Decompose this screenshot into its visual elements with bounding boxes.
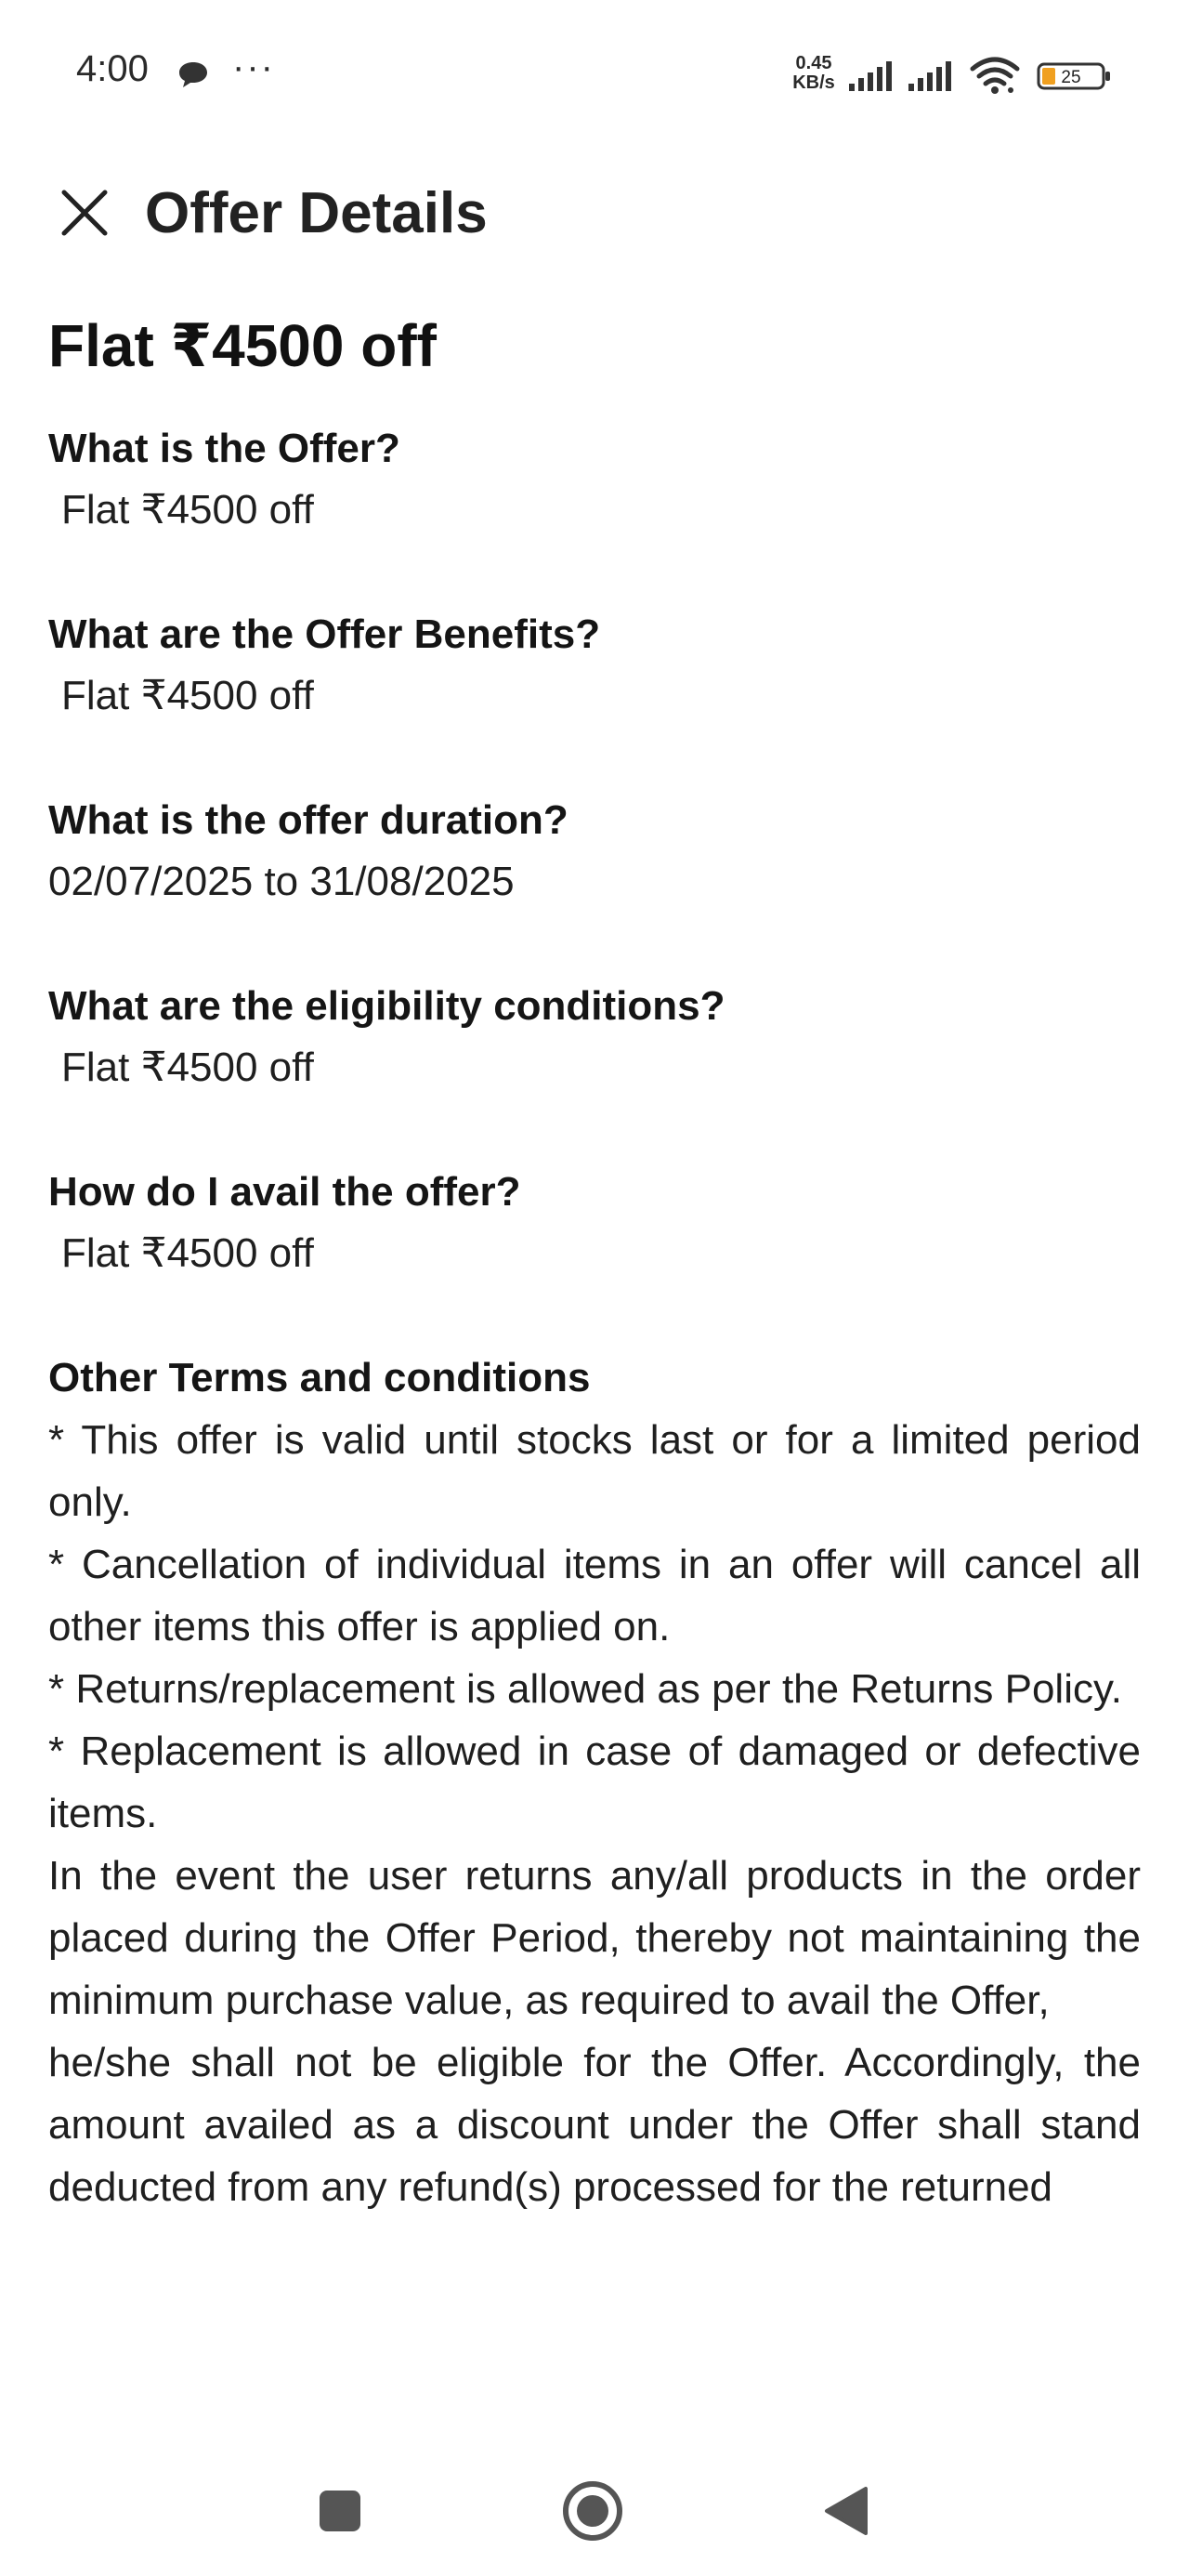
wifi-icon — [970, 56, 1020, 95]
close-icon — [59, 187, 111, 239]
section-question: What are the Offer Benefits? — [48, 611, 601, 657]
close-button[interactable] — [52, 180, 117, 245]
network-speed-unit: KB/s — [792, 72, 835, 93]
section-answer: 02/07/2025 to 31/08/2025 — [48, 859, 515, 904]
status-time: 4:00 — [76, 48, 149, 89]
terms-line: * Cancellation of individual items in an offer will cancel all other items this offer is applied on. — [48, 1542, 1141, 1649]
section-question: What is the Offer? — [48, 426, 400, 471]
offer-section — [48, 790, 1141, 913]
section-answer: Flat ₹4500 off — [61, 1045, 314, 1090]
terms-heading: Other Terms and conditions — [48, 1355, 591, 1400]
recents-button[interactable] — [305, 2476, 375, 2546]
section-answer: Flat ₹4500 off — [61, 487, 314, 532]
offer-section — [48, 1162, 1141, 1284]
network-speed-value: 0.45 — [795, 53, 832, 73]
back-button[interactable] — [810, 2476, 881, 2546]
offer-section — [48, 976, 1141, 1098]
chat-bubble-icon — [176, 59, 210, 89]
signal-icon — [907, 59, 957, 93]
offer-title: Flat ₹4500 off — [48, 312, 437, 379]
home-circle-icon — [561, 2479, 624, 2543]
back-triangle-icon — [819, 2483, 871, 2539]
section-question: What are the eligibility conditions? — [48, 983, 725, 1029]
home-button[interactable] — [557, 2476, 628, 2546]
system-nav-bar — [0, 2431, 1189, 2576]
more-notifications-icon: ··· — [232, 46, 275, 87]
terms-line: * This offer is valid until stocks last or for a limited period only. — [48, 1417, 1141, 1525]
terms-line: * Returns/replacement is allowed as per the Returns Policy. — [48, 1666, 1122, 1712]
terms-line: he/she shall not be eligible for the Offer. Accordingly, the amount availed as a discount under the Offer shall stand deducted from any refund(s) processed for the returned — [48, 2040, 1141, 2210]
battery-level: 25 — [1061, 68, 1081, 87]
signal-icon — [847, 59, 897, 93]
terms-line: In the event the user returns any/all products in the order placed during the Offer Period, thereby not maintaining the minimum purchase value, as required to avail the Offer, — [48, 1853, 1141, 2023]
offer-section — [48, 604, 1141, 727]
section-question: What is the offer duration? — [48, 797, 568, 843]
offer-section — [48, 418, 1141, 541]
offer-details-content — [48, 299, 1141, 2218]
terms-line: * Replacement is allowed in case of damaged or defective items. — [48, 1728, 1141, 1836]
network-speed — [788, 54, 840, 93]
section-question: How do I avail the offer? — [48, 1169, 521, 1215]
terms-body — [48, 1409, 1141, 2218]
status-bar — [0, 0, 1189, 149]
section-answer: Flat ₹4500 off — [61, 673, 314, 718]
terms-section — [48, 1347, 1141, 2218]
battery-icon — [1037, 61, 1113, 91]
recents-square-icon — [316, 2487, 364, 2535]
section-answer: Flat ₹4500 off — [61, 1230, 314, 1276]
app-header — [0, 167, 1189, 260]
page-title: Offer Details — [145, 181, 488, 245]
